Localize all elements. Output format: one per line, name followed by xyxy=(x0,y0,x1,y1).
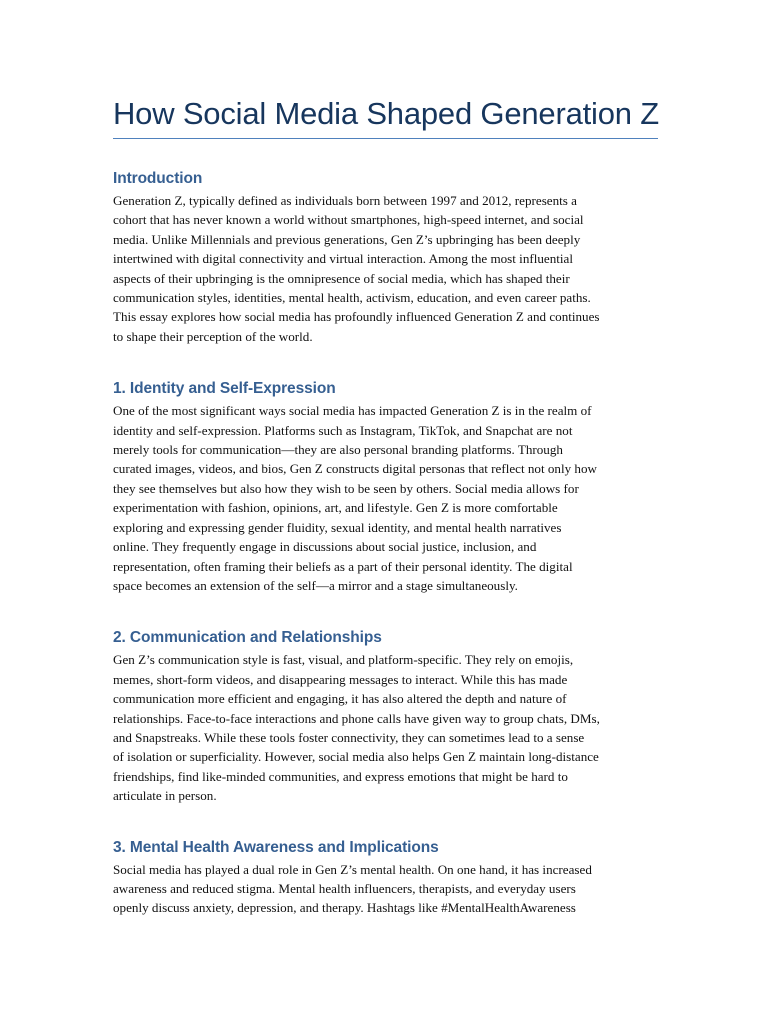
paragraph-line: articulate in person. xyxy=(113,788,217,804)
paragraph-line: communication styles, identities, mental health, activism, education, and even career paths. xyxy=(113,290,591,306)
document-title: How Social Media Shaped Generation Z xyxy=(113,92,658,139)
paragraph-line: aspects of their upbringing is the omnipresence of social media, which has shaped their xyxy=(113,270,570,286)
section-paragraph xyxy=(113,191,658,346)
paragraph-line: memes, short-form videos, and disappearing messages to interact. While this has made xyxy=(113,671,568,687)
paragraph-line: Social media has played a dual role in Gen Z’s mental health. On one hand, it has increased xyxy=(113,861,592,877)
paragraph-line: media. Unlike Millennials and previous generations, Gen Z’s upbringing has been deeply xyxy=(113,231,581,247)
paragraph-line: and Snapstreaks. While these tools foster connectivity, they can sometimes lead to a sense xyxy=(113,729,585,745)
paragraph-line: online. They frequently engage in discussions about social justice, inclusion, and xyxy=(113,539,537,555)
paragraph-line: of isolation or superficiality. However, social media also helps Gen Z maintain long-distance xyxy=(113,749,599,765)
section-paragraph xyxy=(113,401,658,595)
paragraph-line: awareness and reduced stigma. Mental health influencers, therapists, and everyday users xyxy=(113,880,576,896)
section-paragraph xyxy=(113,860,658,918)
section-heading: Introduction xyxy=(113,170,203,187)
document-page xyxy=(113,92,658,918)
paragraph-line: One of the most significant ways social media has impacted Generation Z is in the realm of xyxy=(113,403,592,419)
paragraph-line: Generation Z, typically defined as individuals born between 1997 and 2012, represents a xyxy=(113,193,577,208)
section-paragraph xyxy=(113,650,658,805)
section-heading: 3. Mental Health Awareness and Implications xyxy=(113,838,439,856)
paragraph-line: exploring and expressing gender fluidity, sexual identity, and mental health narratives xyxy=(113,519,562,535)
paragraph-line: Gen Z’s communication style is fast, visual, and platform-specific. They rely on emojis, xyxy=(113,652,574,668)
paragraph-line: communication more efficient and engaging, it has also altered the depth and nature of xyxy=(113,691,567,707)
paragraph-line: they see themselves but also how they wish to be seen by others. Social media allows for xyxy=(113,480,579,496)
paragraph-line: cohort that has never known a world without smartphones, high-speed internet, and social xyxy=(113,212,584,228)
paragraph-line: relationships. Face-to-face interactions and phone calls have given way to group chats, DMs, xyxy=(113,710,600,726)
paragraph-line: friendships, find like-minded communities, and express emotions that might be hard to xyxy=(113,768,568,784)
section-mental-health xyxy=(113,838,658,918)
paragraph-line: openly discuss anxiety, depression, and therapy. Hashtags like #MentalHealthAwareness xyxy=(113,900,576,916)
paragraph-line: intertwined with digital connectivity and virtual interaction. Among the most influential xyxy=(113,251,574,267)
section-introduction xyxy=(113,169,658,346)
section-communication xyxy=(113,628,658,805)
paragraph-line: This essay explores how social media has profoundly influenced Generation Z and continues xyxy=(113,309,600,325)
paragraph-line: experimentation with fashion, opinions, art, and lifestyle. Gen Z is more comfortable xyxy=(113,500,558,516)
paragraph-line: representation, often framing their beliefs as a part of their personal identity. The digital xyxy=(113,558,573,574)
paragraph-line: curated images, videos, and bios, Gen Z constructs digital personas that reflect not only how xyxy=(113,461,597,477)
section-identity xyxy=(113,379,658,595)
paragraph-line: space becomes an extension of the self—a mirror and a stage simultaneously. xyxy=(113,577,518,593)
paragraph-line: merely tools for communication—they are also personal branding platforms. Through xyxy=(113,442,563,458)
paragraph-line: to shape their perception of the world. xyxy=(113,328,313,344)
section-heading: 1. Identity and Self-Expression xyxy=(113,380,336,398)
paragraph-line: identity and self-expression. Platforms such as Instagram, TikTok, and Snapchat are not xyxy=(113,422,573,438)
section-heading: 2. Communication and Relationships xyxy=(113,629,382,647)
